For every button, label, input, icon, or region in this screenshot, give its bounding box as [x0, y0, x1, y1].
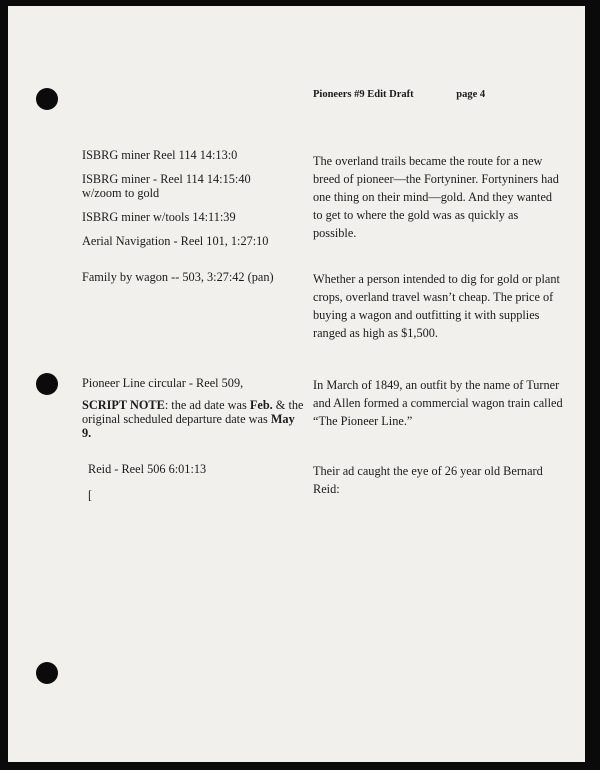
shot-entry: Pioneer Line circular - Reel 509, — [82, 376, 244, 390]
shot-list-block-1 — [82, 148, 268, 258]
shot-entry-line: w/zoom to gold — [82, 186, 160, 200]
narration-text: Their ad caught the eye of 26 year old Bernard Reid: — [313, 464, 543, 496]
punch-hole-middle — [36, 373, 58, 395]
shot-list-block-2 — [82, 270, 274, 294]
shot-entry: Family by wagon -- 503, 3:27:42 (pan) — [82, 270, 274, 284]
narration-text: Whether a person intended to dig for gold or plant crops, overland travel wasn’t cheap. The price of buying a wagon and outfitting it with supplies ranged as high as $1,500. — [313, 272, 560, 340]
shot-entry: ISBRG miner Reel 114 14:13:0 — [82, 148, 238, 162]
script-note — [82, 398, 307, 440]
shot-entry-line: ISBRG miner - Reel 114 14:15:40 — [82, 172, 251, 186]
punch-hole-top — [36, 88, 58, 110]
document-title: Pioneers #9 Edit Draft — [313, 89, 414, 100]
narration-text: The overland trails became the route for a new breed of pioneer—the Fortyniner. Fortyniners had one thing on their mind—gold. And they wanted to get to where the gold was as quickly as possible. — [313, 154, 559, 240]
script-note-text: : the ad date was — [164, 398, 250, 412]
page-header — [313, 89, 485, 100]
shot-entry: Aerial Navigation - Reel 101, 1:27:10 — [82, 234, 269, 248]
narration-text: In March of 1849, an outfit by the name of Turner and Allen formed a commercial wagon train called “The Pioneer Line.” — [313, 378, 563, 428]
document-page — [8, 6, 585, 762]
script-note-date: May 9. — [82, 412, 295, 440]
shot-entry: ISBRG miner w/tools 14:11:39 — [82, 210, 236, 224]
bracket-mark: [ — [88, 488, 93, 502]
narration-paragraph-4 — [313, 462, 563, 498]
shot-list-block-4 — [88, 462, 206, 512]
script-note-date: Feb. — [249, 398, 273, 412]
script-note-label: SCRIPT NOTE — [82, 398, 165, 412]
page-number: page 4 — [456, 89, 486, 100]
narration-paragraph-2 — [313, 270, 563, 342]
script-note-text: & the original scheduled departure date was — [82, 398, 304, 426]
narration-paragraph-1 — [313, 152, 563, 242]
shot-list-block-3 — [82, 376, 307, 450]
shot-entry — [82, 172, 268, 200]
narration-paragraph-3 — [313, 376, 563, 430]
punch-hole-bottom — [36, 662, 58, 684]
shot-entry: Reid - Reel 506 6:01:13 — [88, 462, 207, 476]
